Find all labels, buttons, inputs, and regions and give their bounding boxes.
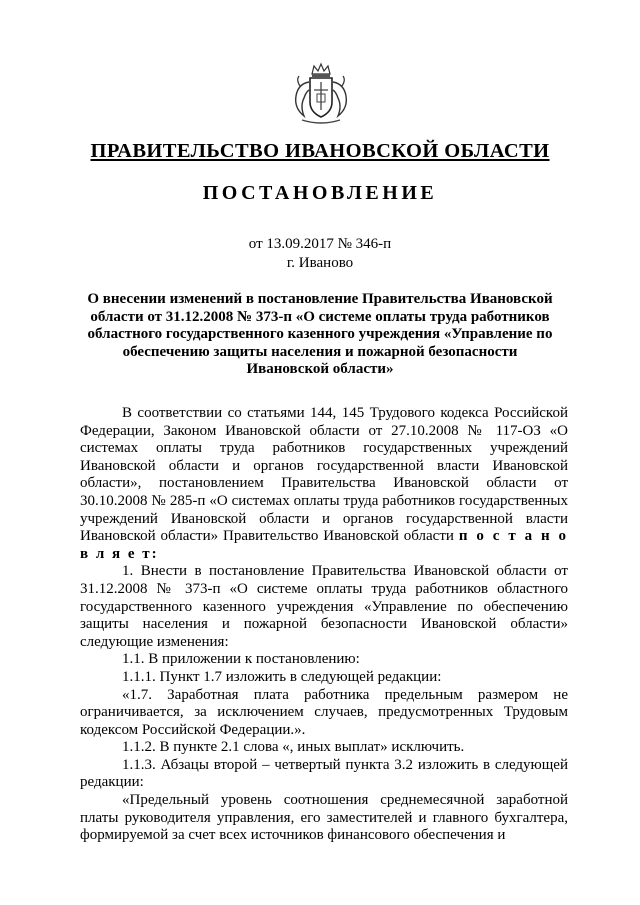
city: г. Иваново [286,255,354,271]
paragraph: «1.7. Заработная плата работника предельным размером не ограничивается, за исключением случаев, предусмотренных Трудовым кодексом Российской Федерации.». [80,686,568,738]
paragraph [80,405,568,563]
document-body [80,405,568,845]
org-title: ПРАВИТЕЛЬСТВО ИВАНОВСКОЙ ОБЛАСТИ [90,140,550,162]
coat-of-arms-icon [290,62,352,126]
paragraph: 1.1.1. Пункт 1.7 изложить в следующей редакции: [122,668,442,685]
paragraph: 1.1.2. В пункте 2.1 слова «, иных выплат» исключить. [122,739,465,756]
date-number: от 13.09.2017 № 346-п [248,236,392,252]
paragraph: 1. Внести в постановление Правительства Ивановской области от 31.12.2008 № 373-п «О системе оплаты труда работников областного государственного казенного учреждения «Управление по обеспечению защиты населения и пожарной безопасности Ивановской области» следующие изменения: [80,563,568,650]
document-type: ПОСТАНОВЛЕНИЕ [202,182,438,204]
paragraph: 1.1.3. Абзацы второй – четвертый пункта 3.2 изложить в следующей редакции: [80,756,568,791]
resolves-emphasis: п о с т а н о в л я е т: [80,528,569,562]
paragraph: 1.1. В приложении к постановлению: [122,651,360,668]
paragraph: «Предельный уровень соотношения среднемесячной заработной платы руководителя управления, его заместителей и главного бухгалтера, формируемой за счет всех источников финансового обеспечения и [80,792,568,844]
paragraph-text: В соответствии со статьями 144, 145 Трудового кодекса Российской Федерации, Законом Ивановской области от 27.10.2008 № 117-ОЗ «О системах оплаты труда работников государственных учреждений Ивановской области и органов государственной власти Ивановской области», постановлением Правительства Ивановской области от 30.10.2008 № 285-п «О системах оплаты труда работников государственных учреждений Ивановской области и органов государственной власти Ивановской области» Правительство Ивановской области [80,405,568,545]
document-title: О внесении изменений в постановление Правительства Ивановской области от 31.12.2008 № 373-п «О системе оплаты труда работников областного государственного казенного учреждения «Управление по обеспечению защиты населения и пожарной безопасности Ивановской области» [87,291,553,377]
